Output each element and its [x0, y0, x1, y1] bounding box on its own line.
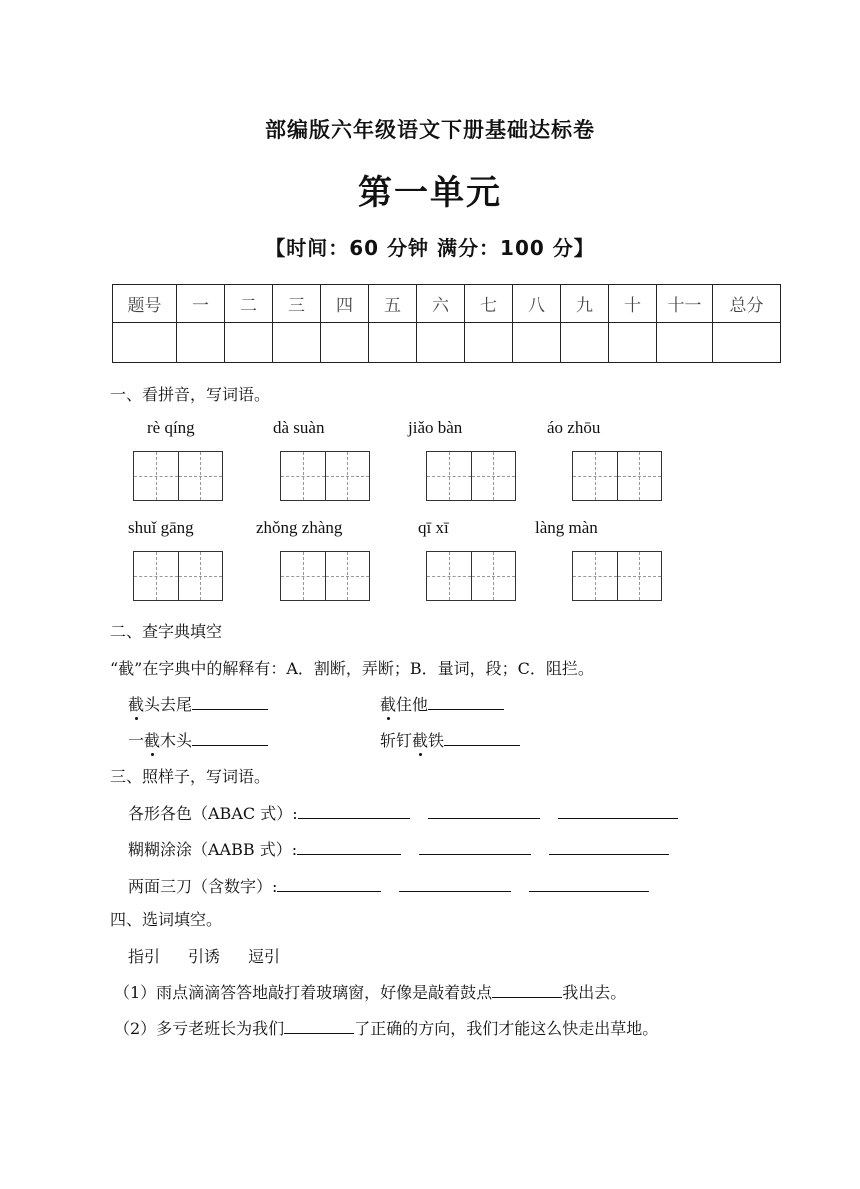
answer-blank[interactable]: [297, 839, 401, 855]
score-header-cell: 六: [417, 285, 465, 323]
dotted-character: 截: [412, 728, 428, 751]
dotted-character: 截: [128, 692, 144, 715]
writing-grid[interactable]: [572, 451, 662, 501]
answer-blank[interactable]: [399, 876, 511, 892]
score-entry-cell: [225, 323, 273, 363]
answer-blank[interactable]: [298, 803, 410, 819]
answer-blank[interactable]: [529, 876, 649, 892]
score-header-cell: 二: [225, 285, 273, 323]
unit-title: 第一单元: [358, 173, 502, 213]
dotted-character: 截: [144, 728, 160, 751]
score-header-cell: 三: [273, 285, 321, 323]
pinyin-label: qī xī: [418, 518, 449, 537]
time-score-info: 【时间：60 分钟 满分：100 分】: [265, 236, 595, 260]
score-table-header-row: [113, 285, 781, 323]
section3-title: 三、照样子，写词语。: [110, 767, 271, 786]
answer-blank[interactable]: [444, 730, 520, 746]
score-entry-cell: [713, 323, 781, 363]
answer-blank[interactable]: [192, 694, 268, 710]
score-entry-cell: [513, 323, 561, 363]
dict-item: 截住他: [380, 692, 504, 715]
score-header-cell: 四: [321, 285, 369, 323]
pattern-item: 糊糊涂涂（AABB 式）:: [128, 837, 669, 860]
writing-grid[interactable]: [426, 551, 516, 601]
score-header-cell: 五: [369, 285, 417, 323]
dict-item: 一截木头: [128, 728, 268, 751]
writing-grid[interactable]: [280, 451, 370, 501]
writing-grid[interactable]: [280, 551, 370, 601]
dict-item: 截头去尾: [128, 692, 268, 715]
word-choices: [128, 944, 280, 967]
score-entry-cell: [657, 323, 713, 363]
pinyin-label: jiǎo bàn: [408, 418, 463, 437]
word-choice: 引诱: [188, 947, 221, 966]
score-header-cell: 八: [513, 285, 561, 323]
score-entry-cell: [561, 323, 609, 363]
pinyin-label: shuǐ gāng: [128, 518, 194, 537]
section4-title: 四、选词填空。: [110, 910, 223, 929]
pinyin-label: dà suàn: [273, 418, 325, 437]
score-entry-cell: [321, 323, 369, 363]
dotted-character: 截: [380, 692, 396, 715]
writing-grid[interactable]: [133, 551, 223, 601]
writing-grid[interactable]: [133, 451, 223, 501]
score-header-cell: 七: [465, 285, 513, 323]
answer-blank[interactable]: [558, 803, 678, 819]
word-choice: 指引: [128, 947, 161, 966]
score-entry-cell: [113, 323, 177, 363]
section2-title: 二、查字典填空: [110, 622, 223, 641]
answer-blank[interactable]: [419, 839, 531, 855]
score-entry-cell: [177, 323, 225, 363]
dict-item: 斩钉截铁: [380, 728, 520, 751]
pinyin-label: rè qíng: [147, 418, 195, 437]
score-header-cell: 九: [561, 285, 609, 323]
writing-grid[interactable]: [426, 451, 516, 501]
writing-grid[interactable]: [572, 551, 662, 601]
exam-subtitle: 部编版六年级语文下册基础达标卷: [265, 118, 595, 142]
score-header-cell: 题号: [113, 285, 177, 323]
pinyin-label: áo zhōu: [547, 418, 601, 437]
pattern-item: 各形各色（ABAC 式）:: [128, 801, 678, 824]
answer-blank[interactable]: [192, 730, 268, 746]
score-table: [112, 284, 781, 363]
score-entry-cell: [609, 323, 657, 363]
score-entry-cell: [465, 323, 513, 363]
pinyin-label: làng màn: [535, 518, 598, 537]
pinyin-label: zhǒng zhàng: [256, 518, 343, 537]
pattern-item: 两面三刀（含数字）:: [128, 874, 649, 897]
score-entry-cell: [273, 323, 321, 363]
score-header-cell: 总分: [713, 285, 781, 323]
question-1: （1）雨点滴滴答答地敲打着玻璃窗，好像是敲着鼓点 我出去。: [114, 983, 627, 1002]
score-header-cell: 十一: [657, 285, 713, 323]
answer-blank[interactable]: [549, 839, 669, 855]
answer-blank[interactable]: [428, 694, 504, 710]
answer-blank[interactable]: [277, 876, 381, 892]
score-entry-cell: [417, 323, 465, 363]
word-choice: 逗引: [248, 947, 281, 966]
score-header-cell: 一: [177, 285, 225, 323]
score-entry-cell: [369, 323, 417, 363]
answer-blank[interactable]: [284, 1018, 354, 1034]
answer-blank[interactable]: [492, 982, 562, 998]
score-table-entry-row: [113, 323, 781, 363]
section1-title: 一、看拼音，写词语。: [110, 385, 271, 404]
answer-blank[interactable]: [428, 803, 540, 819]
question-2: （2）多亏老班长为我们 了正确的方向，我们才能这么快走出草地。: [114, 1019, 659, 1038]
score-header-cell: 十: [609, 285, 657, 323]
section2-intro: “截”在字典中的解释有：A．割断，弄断；B．量词，段；C．阻拦。: [110, 659, 594, 678]
